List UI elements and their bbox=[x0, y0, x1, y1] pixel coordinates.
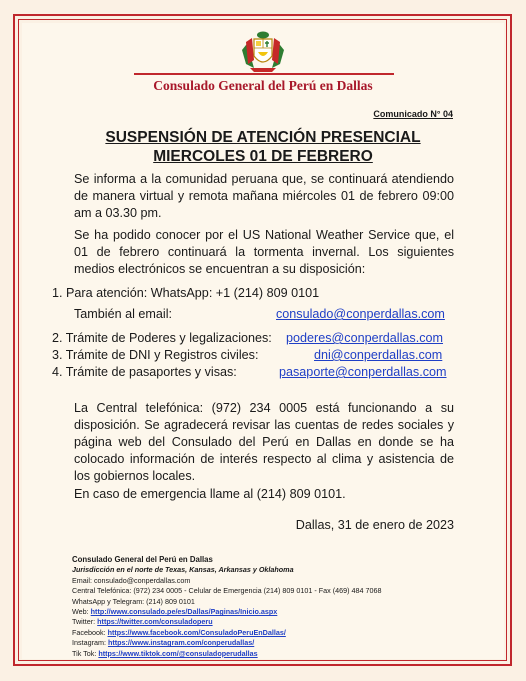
list-item-email-label: También al email: bbox=[74, 307, 172, 321]
email-link-consulado[interactable]: consulado@conperdallas.com bbox=[276, 307, 445, 321]
date-line: Dallas, 31 de enero de 2023 bbox=[295, 518, 454, 532]
footer-facebook-link[interactable]: https://www.facebook.com/ConsuladoPeruEnDallas/ bbox=[107, 627, 286, 637]
footer-instagram-link[interactable]: https://www.instagram.com/conperudallas/ bbox=[107, 638, 255, 648]
paragraph-3: La Central telefónica: (972) 234 0005 está funcionando a su disposición. Se agradecerá revisar las cuentas de redes sociales y página web del Consulado del Perú en Dallas en donde se ha colocado información de interés respecto al clima y asistencia de los gobiernos locales. bbox=[74, 401, 454, 483]
footer-tiktok-label: Tik Tok: bbox=[72, 648, 99, 658]
list-item-whatsapp: 1. Para atención: WhatsApp: +1 (214) 809 0101 bbox=[52, 286, 320, 300]
comunicado-number: Comunicado N° 04 bbox=[373, 109, 453, 119]
footer-web-link[interactable]: http://www.consulado.pe/es/Dallas/Paginas/Inicio.aspx bbox=[90, 607, 278, 617]
footer-twitter-row bbox=[72, 617, 472, 627]
list-item-dni-label: 3. Trámite de DNI y Registros civiles: bbox=[52, 348, 259, 362]
list-item-pasaportes-label: 4. Trámite de pasaportes y visas: bbox=[52, 365, 237, 379]
footer-twitter-link[interactable]: https://twitter.com/consuladoperu bbox=[97, 617, 213, 627]
email-link-poderes[interactable]: poderes@conperdallas.com bbox=[286, 331, 443, 345]
footer-phones: Central Telefónica: (972) 234 0005 - Celular de Emergencia (214) 809 0101 - Fax (469) 484 7068 bbox=[72, 586, 382, 596]
header-divider bbox=[134, 73, 394, 75]
footer-twitter-label: Twitter: bbox=[72, 617, 98, 627]
coat-of-arms-icon bbox=[240, 30, 286, 74]
footer-instagram-row bbox=[72, 638, 472, 648]
paragraph-2: Se ha podido conocer por el US National Weather Service que, el 01 de febrero continuará la tormenta invernal. Los siguientes medios electrónicos se encuentran a su disposición: bbox=[74, 228, 454, 276]
footer-facebook-label: Facebook: bbox=[72, 627, 108, 637]
footer-jurisdiction: Jurisdicción en el norte de Texas, Kansas, Arkansas y Oklahoma bbox=[72, 565, 294, 575]
paragraph-4: En caso de emergencia llame al (214) 809 0101. bbox=[74, 487, 346, 501]
footer-whatsapp: WhatsApp y Telegram: (214) 809 0101 bbox=[72, 596, 195, 606]
headline bbox=[0, 128, 526, 166]
headline-line-1: SUSPENSIÓN DE ATENCIÓN PRESENCIAL bbox=[105, 129, 421, 146]
paragraph-1: Se informa a la comunidad peruana que, se continuará atendiendo de manera virtual y remota mañana miércoles 01 de febrero 09:00 am a 03.30 pm. bbox=[74, 172, 454, 220]
footer-tiktok-link[interactable]: https://www.tiktok.com/@consuladoperudallas bbox=[98, 648, 258, 658]
email-link-dni[interactable]: dni@conperdallas.com bbox=[314, 348, 443, 362]
headline-line-2: MIERCOLES 01 DE FEBRERO bbox=[153, 148, 373, 165]
footer-web-row bbox=[72, 607, 472, 617]
footer-web-label: Web: bbox=[72, 607, 91, 617]
footer-facebook-row bbox=[72, 628, 472, 638]
footer-email: Email: consulado@conperdallas.com bbox=[72, 575, 191, 585]
footer-instagram-label: Instagram: bbox=[72, 638, 108, 648]
consulate-title: Consulado General del Perú en Dallas bbox=[153, 78, 373, 93]
footer-contact bbox=[72, 555, 472, 659]
list-item-poderes-label: 2. Trámite de Poderes y legalizaciones: bbox=[52, 331, 272, 345]
footer-title: Consulado General del Perú en Dallas bbox=[72, 555, 213, 564]
email-link-pasaporte[interactable]: pasaporte@conperdallas.com bbox=[279, 365, 447, 379]
footer-tiktok-row bbox=[72, 649, 472, 659]
